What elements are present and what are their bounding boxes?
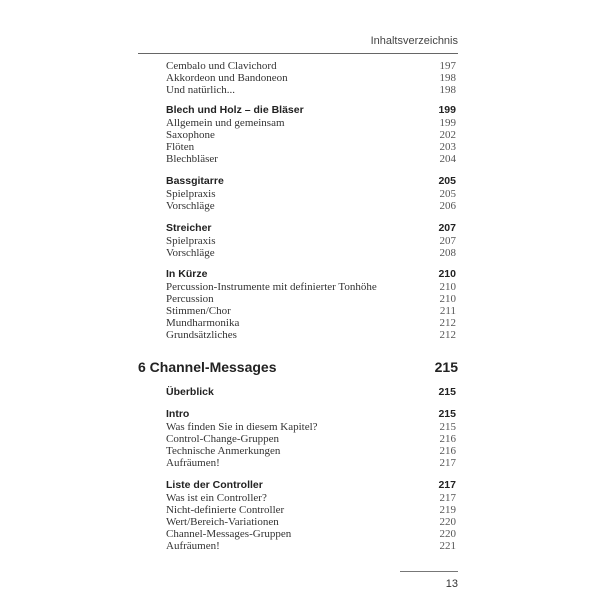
toc-entry[interactable] (166, 516, 456, 528)
toc-entry-title: Spielpraxis (166, 235, 216, 247)
toc-section-heading[interactable] (166, 222, 456, 234)
toc-entry-page: 206 (439, 200, 456, 212)
toc-entry-title: Stimmen/Chor (166, 305, 231, 317)
toc-entry-title: Grundsätzliches (166, 329, 237, 341)
toc-entry-page: 216 (439, 433, 456, 445)
toc-entry-title: Akkordeon und Bandoneon (166, 72, 288, 84)
toc-entry-page: 204 (439, 153, 456, 165)
toc-entry-title: Control-Change-Gruppen (166, 433, 280, 445)
toc-entry-title: Allgemein und gemeinsam (166, 117, 285, 129)
toc-entry-title: Wert/Bereich-Variationen (166, 516, 279, 528)
toc-entry-page: 216 (439, 445, 456, 457)
toc-entry-title: Percussion (166, 293, 214, 305)
toc-section-title: Blech und Holz – die Bläser (166, 104, 304, 116)
toc-section-title: Überblick (166, 386, 214, 398)
toc-entry-title: Vorschläge (166, 200, 215, 212)
toc-entry-page: 217 (439, 492, 456, 504)
toc-entry[interactable] (166, 528, 456, 540)
toc-entry[interactable] (166, 129, 456, 141)
toc-entry-page: 202 (439, 129, 456, 141)
toc-entry-page: 203 (439, 141, 456, 153)
toc-chapter-heading[interactable] (138, 359, 458, 375)
toc-entry[interactable] (166, 305, 456, 317)
toc-entry[interactable] (166, 504, 456, 516)
toc-section-title: Bassgitarre (166, 175, 224, 187)
toc-section-title: Intro (166, 408, 190, 420)
toc-entry-page: 210 (439, 281, 456, 293)
toc-entry-page: 211 (439, 305, 456, 317)
toc-entry-title: Cembalo und Clavichord (166, 60, 277, 72)
toc-entry-page: 198 (439, 84, 456, 96)
toc-section-heading[interactable] (166, 175, 456, 187)
toc-entry-page: 208 (439, 247, 456, 259)
toc-entry-page: 212 (439, 317, 456, 329)
toc-entry-title: Saxophone (166, 129, 215, 141)
toc-entry[interactable] (166, 329, 456, 341)
toc-entry-title: Percussion-Instrumente mit definierter Tonhöhe (166, 281, 377, 293)
toc-entry-page: 205 (439, 188, 456, 200)
toc-section-page: 215 (438, 386, 456, 398)
toc-section-page: 205 (438, 175, 456, 187)
toc-entry[interactable] (166, 492, 456, 504)
toc-entry-page: 217 (439, 457, 456, 469)
toc-entry-page: 215 (439, 421, 456, 433)
toc-entry[interactable] (166, 421, 456, 433)
running-head: Inhaltsverzeichnis (370, 35, 458, 47)
toc-section-heading[interactable] (166, 408, 456, 420)
footer-rule (400, 571, 458, 572)
toc-section-heading[interactable] (166, 104, 456, 116)
toc-section-page: 199 (438, 104, 456, 116)
toc-chapter-title: 6 Channel-Messages (138, 359, 277, 375)
toc-entry[interactable] (166, 153, 456, 165)
toc-entry-page: 212 (439, 329, 456, 341)
toc-entry-title: Aufräumen! (166, 540, 220, 552)
toc-entry-title: Was ist ein Controller? (166, 492, 267, 504)
toc-entry-title: Und natürlich... (166, 84, 236, 96)
toc-entry-page: 221 (439, 540, 456, 552)
toc-entry-title: Spielpraxis (166, 188, 216, 200)
toc-entry-title: Vorschläge (166, 247, 215, 259)
toc-entry[interactable] (166, 247, 456, 259)
toc-section-heading[interactable] (166, 268, 456, 280)
toc-entry[interactable] (166, 84, 456, 96)
toc-entry-page: 219 (439, 504, 456, 516)
toc-entry[interactable] (166, 281, 456, 293)
toc-entry-title: Aufräumen! (166, 457, 220, 469)
toc-section-page: 210 (438, 268, 456, 280)
toc-entry-title: Technische Anmerkungen (166, 445, 281, 457)
toc-entry-page: 197 (439, 60, 456, 72)
toc-section-title: Liste der Controller (166, 479, 263, 491)
toc-chapter-page: 215 (434, 359, 458, 375)
toc-section-page: 217 (438, 479, 456, 491)
toc-entry-page: 198 (439, 72, 456, 84)
toc-entry[interactable] (166, 293, 456, 305)
toc-entry[interactable] (166, 60, 456, 72)
toc-entry-title: Nicht-definierte Controller (166, 504, 285, 516)
toc-entry[interactable] (166, 188, 456, 200)
toc-entry-title: Mundharmonika (166, 317, 240, 329)
toc-entry[interactable] (166, 117, 456, 129)
toc-entry[interactable] (166, 141, 456, 153)
toc-section-title: Streicher (166, 222, 212, 234)
toc-entry[interactable] (166, 433, 456, 445)
toc-entry[interactable] (166, 317, 456, 329)
toc-entry[interactable] (166, 72, 456, 84)
toc-entry[interactable] (166, 457, 456, 469)
toc-entry-title: Flöten (166, 141, 195, 153)
toc-entry[interactable] (166, 445, 456, 457)
toc-section-page: 207 (438, 222, 456, 234)
page-number: 13 (445, 578, 458, 590)
toc-entry-page: 220 (439, 516, 456, 528)
toc-section-heading[interactable] (166, 386, 456, 398)
toc-entry-title: Blechbläser (166, 153, 218, 165)
toc-entry[interactable] (166, 235, 456, 247)
toc-section-title: In Kürze (166, 268, 208, 280)
toc-section-page: 215 (438, 408, 456, 420)
toc-entry-page: 210 (439, 293, 456, 305)
toc-entry-page: 220 (439, 528, 456, 540)
toc-entry-title: Channel-Messages-Gruppen (166, 528, 292, 540)
toc-section-heading[interactable] (166, 479, 456, 491)
toc-entry-title: Was finden Sie in diesem Kapitel? (166, 421, 318, 433)
toc-entry[interactable] (166, 200, 456, 212)
toc-entry-page: 199 (439, 117, 456, 129)
toc-entry-page: 207 (439, 235, 456, 247)
header-rule (138, 53, 458, 54)
toc-entry[interactable] (166, 540, 456, 552)
